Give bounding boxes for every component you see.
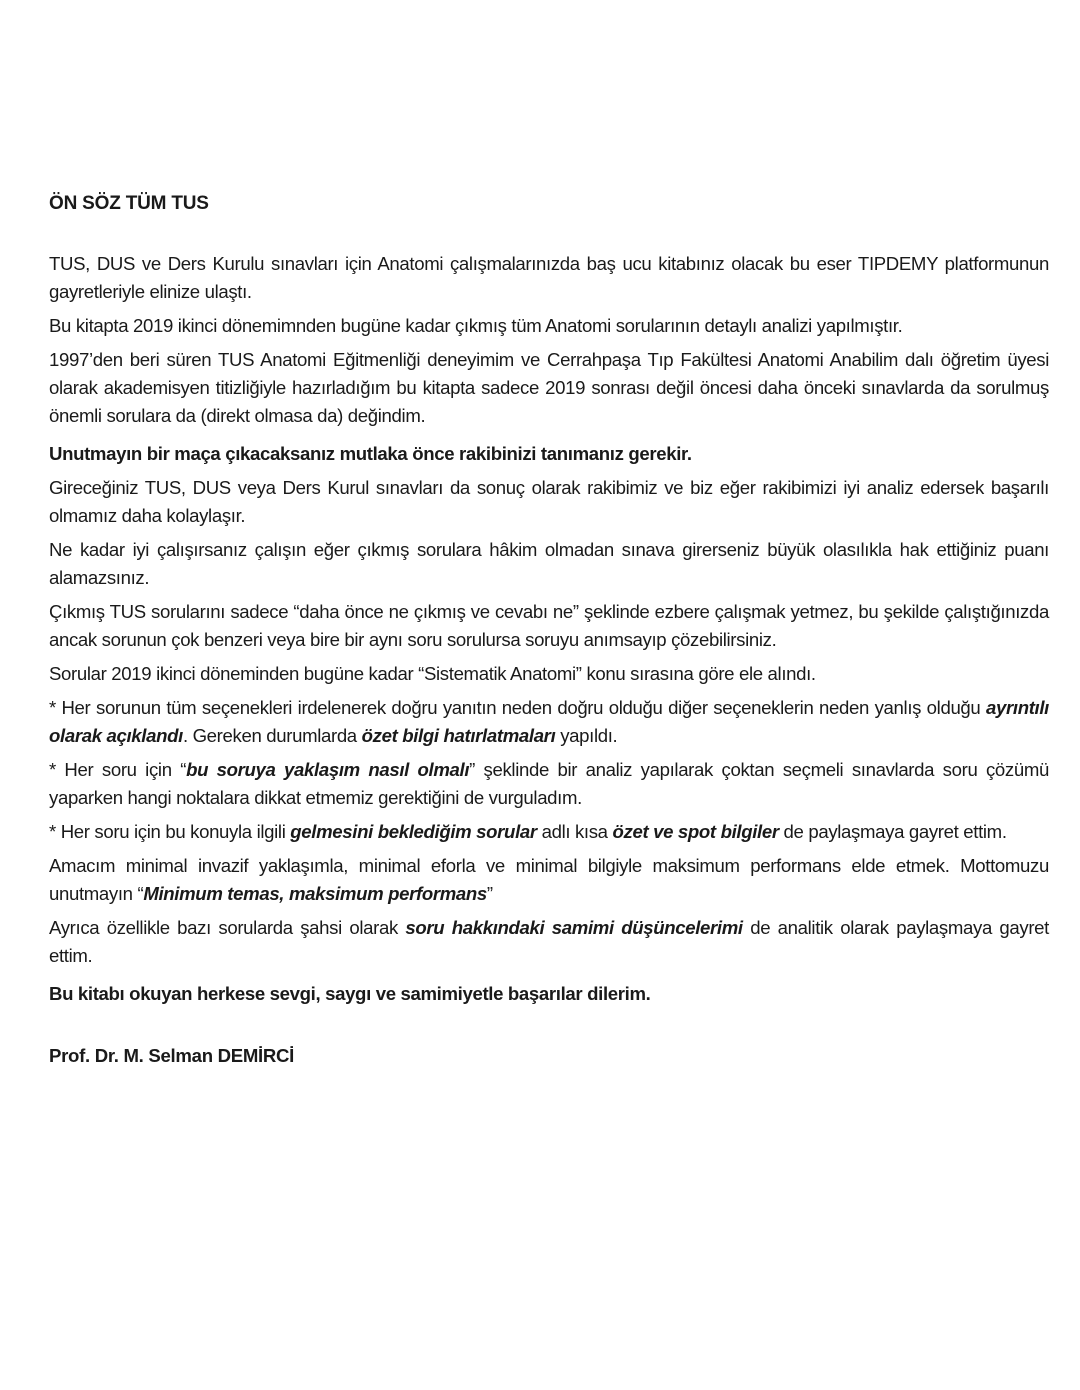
emphasis-text: özet bilgi hatırlatmaları	[361, 725, 556, 746]
text-run: . Gereken durumlarda	[182, 725, 362, 746]
preface-page	[49, 190, 1049, 1070]
emphasis-text: bu soruya yaklaşım nasıl olmalı	[186, 759, 470, 780]
paragraph-exams: Gireceğiniz TUS, DUS veya Ders Kurul sınavları da sonuç olarak rakibimiz ve biz eğer rakibimizi iyi analiz edersek başarılı olmamız daha kolaylaşır.	[49, 477, 1049, 526]
emphasis-text: ayrıntılı olarak açıklandı	[49, 697, 1049, 746]
text-run: ” şeklinde bir analiz yapılarak çoktan seçmeli sınavlarda soru çözümü yaparken hangi noktalara dikkat etmemiz gerektiğini de vurguladım.	[49, 759, 1049, 808]
emphasis-text: gelmesini beklediğim sorular	[290, 821, 537, 842]
text-run: * Her soru için “	[49, 759, 187, 780]
text-run: de paylaşmaya gayret ettim.	[778, 821, 1007, 842]
text-run: * Her sorunun tüm seçenekleri irdelenerek doğru yanıtın neden doğru olduğu diğer seçeneklerin neden yanlış olduğu	[49, 697, 987, 718]
paragraph-order: Sorular 2019 ikinci döneminden bugüne kadar “Sistematik Anatomi” konu sırasına göre ele alındı.	[49, 663, 816, 684]
preface-title: ÖN SÖZ TÜM TUS	[49, 193, 209, 214]
text-run: * Her soru için bu konuyla ilgili	[49, 821, 291, 842]
text-run: ”	[486, 883, 493, 904]
text-run: Amacım minimal invazif yaklaşımla, minimal eforla ve minimal bilgiyle maksimum performans elde etmek. Mottomuzu unutmayın “	[49, 855, 1049, 904]
emphasis-text: soru hakkındaki samimi düşüncelerimi	[405, 917, 743, 938]
paragraph-experience: 1997’den beri süren TUS Anatomi Eğitmenliği deneyimim ve Cerrahpaşa Tıp Fakültesi Anatomi Anabilim dalı öğretim üyesi olarak akademisyen titizliğiyle hazırladığım bu kitapta sadece 2019 sonrası değil öncesi daha önceki sınavlarda da sorulmuş önemli sorulara da (direkt olmasa da) değindim.	[49, 349, 1049, 426]
motto-text: Minimum temas, maksimum performans	[143, 883, 487, 904]
paragraph-motto	[49, 852, 1049, 908]
emphasis-text: özet ve spot bilgiler	[612, 821, 779, 842]
paragraph-bullet-expected	[49, 818, 1049, 846]
author-signature: Prof. Dr. M. Selman DEMİRCİ	[49, 1045, 295, 1066]
paragraph-thoughts	[49, 914, 1049, 970]
text-run: yapıldı.	[555, 725, 618, 746]
paragraph-bullet-options	[49, 694, 1049, 750]
paragraph-know-opponent: Unutmayın bir maça çıkacaksanız mutlaka önce rakibinizi tanımanız gerekir.	[49, 443, 692, 464]
text-run: de analitik olarak paylaşmaya gayret ettim.	[49, 917, 1049, 966]
text-run: Ayrıca özellikle bazı sorularda şahsi olarak	[49, 917, 406, 938]
paragraph-memorize: Çıkmış TUS sorularını sadece “daha önce ne çıkmış ve cevabı ne” şeklinde ezbere çalışmak yetmez, bu şekilde çalıştığınızda ancak sorunun çok benzeri veya bire bir aynı soru sorulursa soruyu anımsayıp çözebilirsiniz.	[49, 601, 1049, 650]
paragraph-analysis: Bu kitapta 2019 ikinci dönemimnden bugüne kadar çıkmış tüm Anatomi sorularının detaylı analizi yapılmıştır.	[49, 315, 903, 336]
paragraph-intro: TUS, DUS ve Ders Kurulu sınavları için Anatomi çalışmalarınızda baş ucu kitabınız olacak bu eser TIPDEMY platformunun gayretleriyle elinize ulaştı.	[49, 253, 1049, 302]
closing-wishes: Bu kitabı okuyan herkese sevgi, saygı ve samimiyetle başarılar dilerim.	[49, 983, 651, 1004]
paragraph-hard-work: Ne kadar iyi çalışırsanız çalışın eğer çıkmış sorulara hâkim olmadan sınava girerseniz büyük olasılıkla hak ettiğiniz puanı alamazsınız.	[49, 539, 1049, 588]
paragraph-bullet-approach	[49, 756, 1049, 812]
text-run: adlı kısa	[536, 821, 613, 842]
